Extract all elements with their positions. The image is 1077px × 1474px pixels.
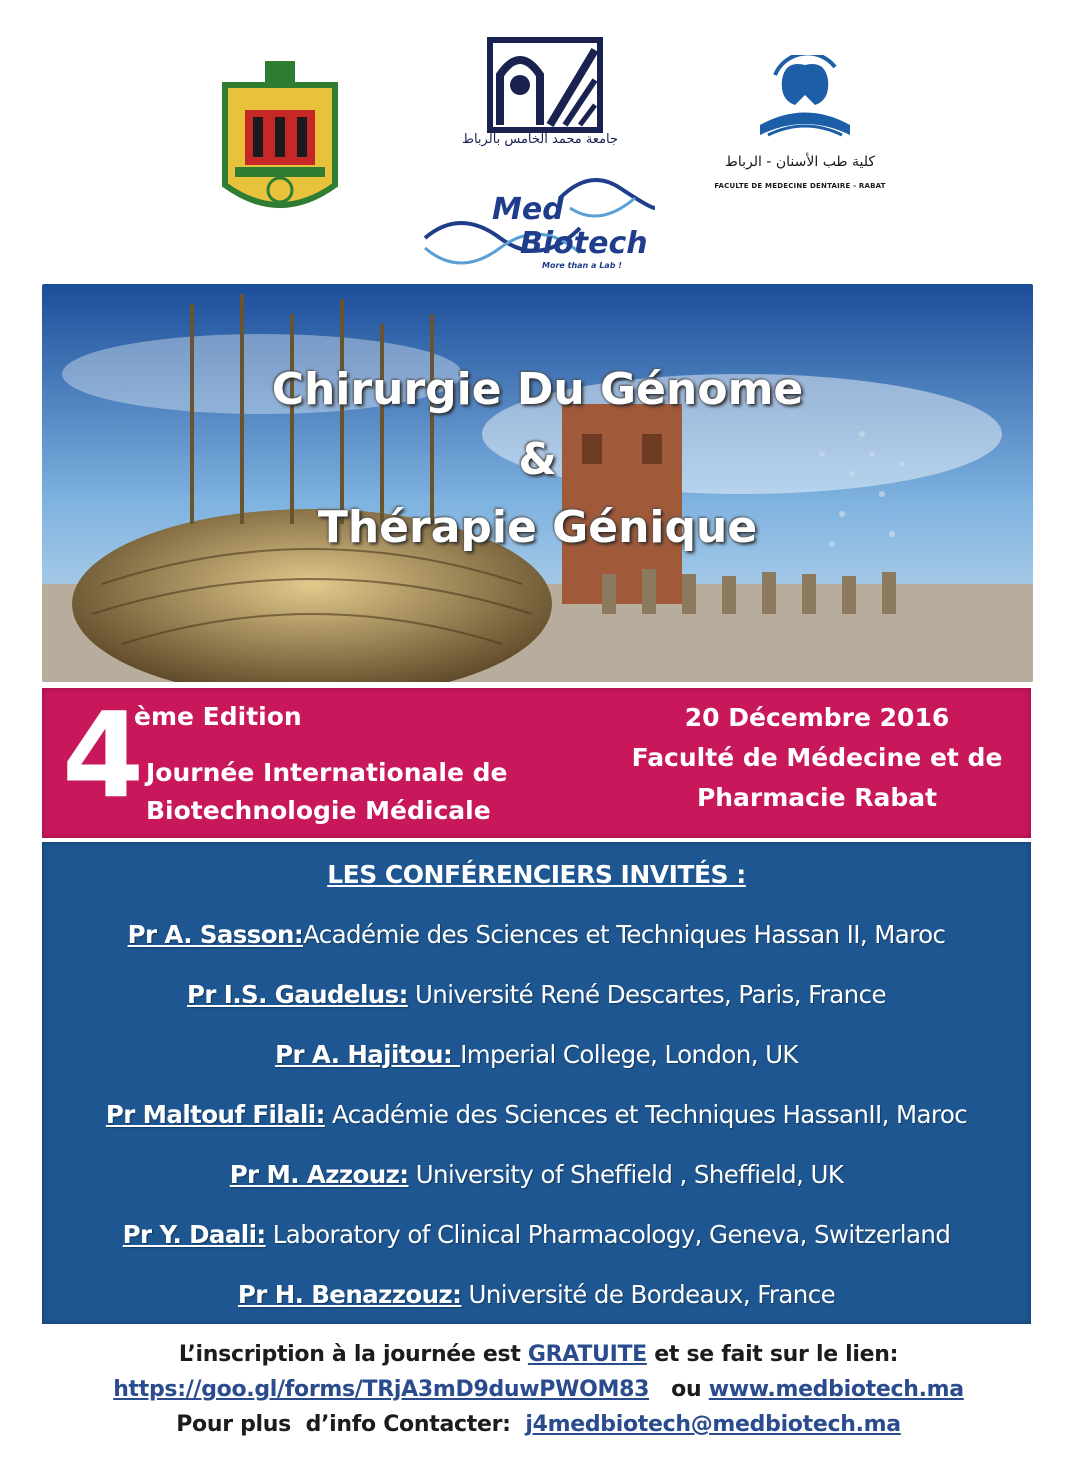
hero-title-ampersand: & bbox=[518, 434, 557, 485]
speaker-name: Pr H. Benazzouz: bbox=[237, 1280, 462, 1309]
speaker-name: Pr A. Sasson: bbox=[127, 920, 304, 949]
speaker-row bbox=[42, 1100, 1031, 1129]
speaker-affiliation: Académie des Sciences et Techniques HassanII, Maroc bbox=[324, 1100, 968, 1129]
speaker-row bbox=[42, 920, 1031, 949]
speaker-affiliation: Académie des Sciences et Techniques Hassan II, Maroc bbox=[303, 920, 946, 949]
hero-banner bbox=[42, 284, 1033, 682]
faculty-name-arabic: كلية طب الأسنان - الرباط bbox=[724, 154, 876, 170]
speaker-name: Pr I.S. Gaudelus: bbox=[187, 980, 408, 1009]
event-venue-line1: Faculté de Médecine et de bbox=[631, 743, 1003, 772]
event-name-line2: Biotechnologie Médicale bbox=[146, 796, 491, 825]
speaker-affiliation: Laboratory of Clinical Pharmacology, Geneva, Switzerland bbox=[265, 1220, 951, 1249]
registration-prefix: L’inscription à la journée est bbox=[178, 1342, 528, 1367]
speaker-name: Pr A. Hajitou: bbox=[275, 1040, 461, 1069]
edition-suffix: ème Edition bbox=[134, 702, 302, 731]
medbiotech-tagline: More than a Lab ! bbox=[542, 261, 622, 270]
event-venue-line2: Pharmacie Rabat bbox=[696, 783, 938, 812]
contact-info bbox=[0, 1412, 1077, 1437]
speaker-affiliation: University of Sheffield , Sheffield, UK bbox=[408, 1160, 844, 1189]
university-name-arabic: جامعة محمد الخامس بالرباط bbox=[461, 132, 619, 147]
speakers-heading: LES CONFÉRENCIERS INVITÉS : bbox=[327, 860, 746, 889]
edition-number: 4 bbox=[62, 686, 145, 824]
medbiotech-wordmark-med: Med bbox=[492, 192, 564, 227]
contact-prefix: Pour plus d’info Contacter: bbox=[176, 1412, 526, 1437]
speaker-row bbox=[42, 1040, 1031, 1069]
speaker-row bbox=[42, 1160, 1031, 1189]
event-name-line1: Journée Internationale de bbox=[146, 758, 508, 787]
hero-title-line3: Thérapie Génique bbox=[317, 502, 758, 553]
ministry-emblem-logo bbox=[205, 55, 355, 225]
medbiotech-wordmark-biotech: Biotech bbox=[520, 226, 648, 261]
faculty-name-french: FACULTE DE MEDECINE DENTAIRE - RABAT bbox=[714, 182, 886, 190]
speaker-name: Pr Y. Daali: bbox=[122, 1220, 266, 1249]
speaker-affiliation: Université René Descartes, Paris, France bbox=[407, 980, 886, 1009]
speaker-affiliation: Université de Bordeaux, France bbox=[461, 1280, 836, 1309]
speakers-panel bbox=[42, 842, 1031, 1324]
registration-info bbox=[0, 1342, 1077, 1367]
speaker-name: Pr Maltouf Filali: bbox=[105, 1100, 325, 1129]
contact-email-link[interactable]: j4medbiotech@medbiotech.ma bbox=[525, 1412, 901, 1437]
speaker-row bbox=[42, 1280, 1031, 1309]
speaker-row bbox=[42, 980, 1031, 1009]
free-registration-link[interactable]: GRATUITE bbox=[527, 1342, 647, 1367]
event-info-band bbox=[42, 688, 1031, 838]
hero-title-line1: Chirurgie Du Génome bbox=[271, 364, 804, 415]
speaker-row bbox=[42, 1220, 1031, 1249]
event-date: 20 Décembre 2016 bbox=[684, 703, 950, 732]
registration-links bbox=[0, 1377, 1077, 1402]
website-link[interactable]: www.medbiotech.ma bbox=[708, 1377, 964, 1402]
speaker-name: Pr M. Azzouz: bbox=[229, 1160, 409, 1189]
registration-form-link[interactable]: https://goo.gl/forms/TRjA3mD9duwPWOM83 bbox=[113, 1377, 650, 1402]
faculty-dentistry-logo bbox=[720, 55, 890, 150]
registration-suffix: et se fait sur le lien: bbox=[646, 1342, 899, 1367]
or-text: ou bbox=[649, 1377, 709, 1402]
speaker-affiliation: Imperial College, London, UK bbox=[460, 1040, 798, 1069]
